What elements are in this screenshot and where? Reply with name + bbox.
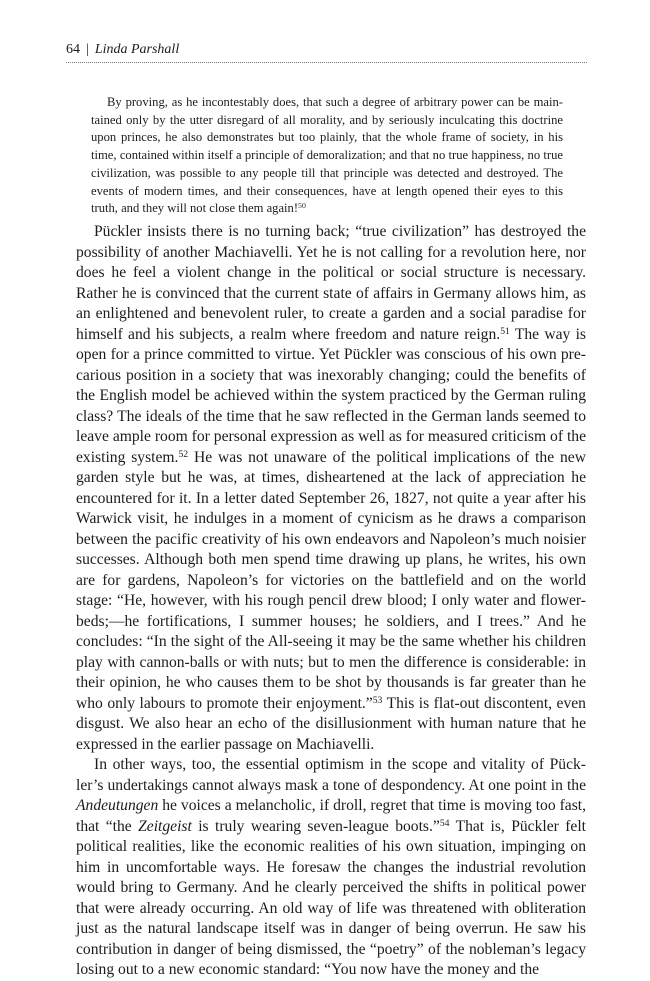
paragraph-text: The way is open for a prince committed to virtue. Yet Pückler was conscious of his own precarious position in a society that was inexorably changing; could the benefits of the English model be achieved within the system practiced by the German ruling class? The ideals of the time that he saw reflected in the German lands seemed to leave ample room for personal expression as well as for measured criticism of the existing system.	[76, 325, 586, 466]
paragraph-text: That is, Pückler felt political realities, like the economic realities of his own situation, impinging on him in uncomfortable ways. He foresaw the changes the industrial revolution would bring to Germany. And he clearly perceived the shifts in political power that were already occurring. An old way of life was threatened with obliteration just as the natural landscape itself was in danger of being overrun. He saw his contribution in danger of being dismissed, the “poetry” of the nobleman’s legacy losing out to a new economic standard: “You now have the money and the	[76, 817, 586, 978]
running-head	[66, 41, 586, 59]
paragraph-text: is truly wearing seven-league boots.”	[191, 817, 440, 835]
body-text	[76, 222, 586, 981]
paragraph-text: This is flat-out discontent, even disgust. We also hear an echo of the disillusionment with human nature that he expressed in the earlier passage on Machiavelli.	[76, 694, 586, 753]
paragraph-text: In other ways, too, the essential optimism in the scope and vitality of Pückler’s undertakings cannot always mask a tone of despondency. At one point in the	[76, 756, 586, 794]
paragraph	[76, 755, 586, 981]
paragraph	[76, 222, 586, 755]
paragraph-text: He was not unaware of the political implications of the new garden style but he was, at times, disheartened at the lack of appreciation he encountered for it. In a letter dated September 26, 1827, not quite a year after his Warwick visit, he indulges in a moment of cynicism as he draws a comparison between the pacific creativity of his own endeavors and Napoleon’s much noisier successes. Although both men spend time drawing up plans, he writes, his own are for gardens, Napoleon’s for victories on the battlefield and on the world stage: “He, however, with his rough pencil drew blood; I only water and flower-beds;—he fortifications, I summer houses; he soldiers, and I trees.” And he concludes: “In the sight of the All-seeing it may be the same whether his children play with cannon-balls or with nuts; but to men the difference is considerable: in their opinion, he who causes them to be shot by thousands is far greater than he who only labours to promote their enjoyment.”	[76, 448, 586, 712]
page-number: 64	[66, 42, 80, 57]
italic-term: Zeitgeist	[138, 817, 192, 835]
header-separator: |	[86, 42, 89, 57]
footnote-marker: 54	[439, 817, 450, 829]
paragraph-text: he voices a melancholic, if droll, regret that time is moving too fast, that “the	[76, 797, 586, 835]
footnote-marker: 52	[178, 448, 189, 460]
block-quote	[91, 94, 563, 218]
header-rule	[66, 62, 587, 63]
paragraph-text: Pückler insists there is no turning back; “true civilization” has destroyed the possibility of another Machiavelli. Yet he is not calling for a revolution here, nor does he feel a violent change in the political or social structure is necessary. Rather he is convinced that the current state of affairs in Germany allows him, as an enlightened and benevolent ruler, to create a garden and a social paradise for himself and his subjects, a realm where freedom and nature reign.	[76, 223, 586, 343]
footnote-marker: 50	[298, 201, 306, 211]
footnote-marker: 51	[500, 325, 510, 337]
footnote-marker: 53	[372, 694, 383, 706]
running-head-author: Linda Parshall	[94, 42, 180, 57]
block-quote-text: By proving, as he incontestably does, that such a degree of arbitrary power can be maintained only by the utter disregard of all morality, and by seriously inculcating this doctrine upon princes, he also demonstrates but too plainly, that the whole frame of society, in his time, contained within itself a principle of demoralization; and that no true happiness, no true civilization, was possible to any people till that principle was detected and destroyed. The events of modern times, and their consequences, have at length opened their eyes to this truth, and they will not close them again!	[91, 95, 563, 216]
italic-title: Andeutungen	[76, 797, 159, 814]
